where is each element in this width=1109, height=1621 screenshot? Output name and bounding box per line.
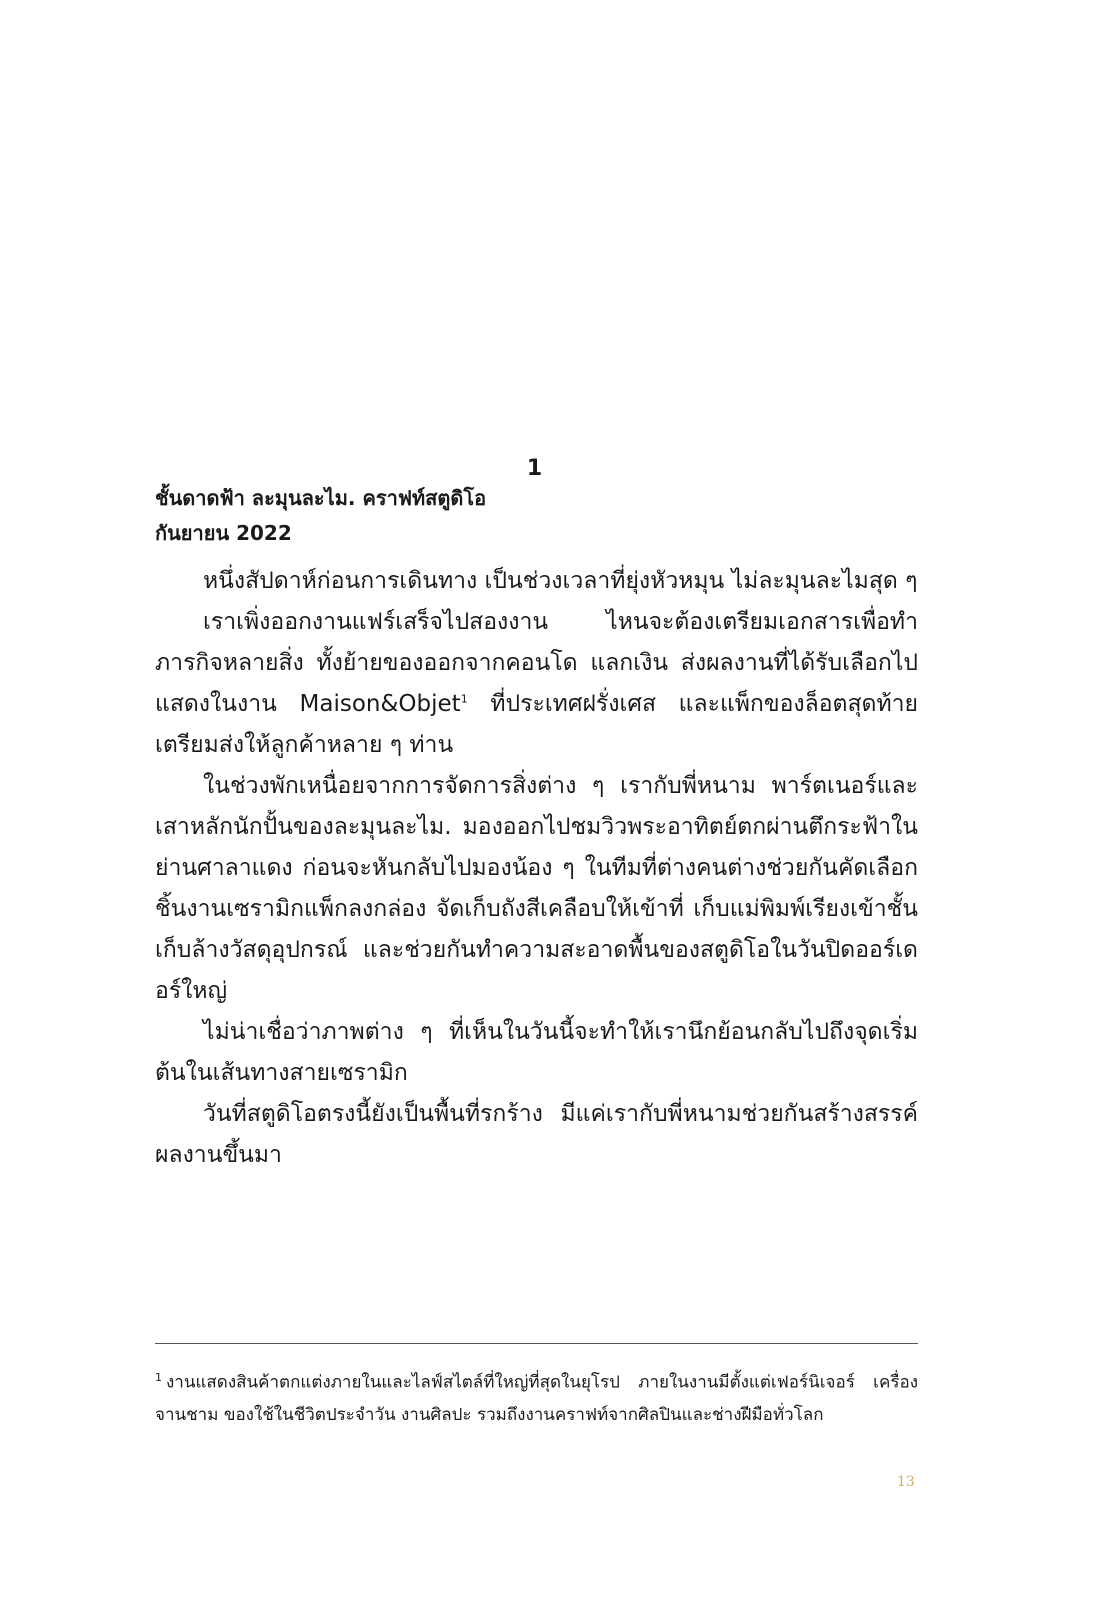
chapter-number: 1	[526, 456, 543, 481]
page-number: 13	[897, 1474, 915, 1490]
paragraph-text: เราเพิ่งออกงานแฟร์เสร็จไปสองงาน ไหนจะต้องเตรียมเอกสารเพื่อทำภารกิจหลายสิ่ง ทั้งย้ายของออกจากคอนโด แลกเงิน ส่งผลงานที่ได้รับเลือกไปแสดงในงาน Maison&Objet	[155, 609, 918, 717]
paragraph-text: ที่ประเทศฝรั่งเศส และแพ็กของล็อตสุดท้ายเตรียมส่งให้ลูกค้าหลาย ๆ ท่าน	[155, 691, 918, 758]
footnote	[155, 1362, 918, 1431]
footnote-divider	[155, 1343, 918, 1344]
paragraph	[155, 602, 918, 766]
footnote-mark: 1	[155, 1371, 162, 1384]
footnote-text: งานแสดงสินค้าตกแต่งภายในและไลฟ์สไตล์ที่ใหญ่ที่สุดในยุโรป ภายในงานมีตั้งแต่เฟอร์นิเจอร์ เครื่องจานชาม ของใช้ในชีวิตประจำวัน งานศิลปะ รวมถึงงานคราฟท์จากศิลปินและช่างฝีมือทั่วโลก	[155, 1372, 918, 1425]
footnote-reference[interactable]: 1	[460, 692, 468, 706]
paragraph: ในช่วงพักเหนื่อยจากการจัดการสิ่งต่าง ๆ เรากับพี่หนาม พาร์ตเนอร์และเสาหลักนักปั้นของละมุนละไม. มองออกไปชมวิวพระอาทิตย์ตกผ่านตึกระฟ้าในย่านศาลาแดง ก่อนจะหันกลับไปมองน้อง ๆ ในทีมที่ต่างคนต่างช่วยกันคัดเลือกชิ้นงานเซรามิกแพ็กลงกล่อง จัดเก็บถังสีเคลือบให้เข้าที่ เก็บแม่พิมพ์เรียงเข้าชั้น เก็บล้างวัสดุอุปกรณ์ และช่วยกันทำความสะอาดพื้นของสตูดิโอในวันปิดออร์เดอร์ใหญ่	[155, 773, 918, 1004]
paragraph: ไม่น่าเชื่อว่าภาพต่าง ๆ ที่เห็นในวันนี้จะทำให้เรานึกย้อนกลับไปถึงจุดเริ่มต้นในเส้นทางสายเซรามิก	[155, 1019, 918, 1086]
paragraph: หนึ่งสัปดาห์ก่อนการเดินทาง เป็นช่วงเวลาที่ยุ่งหัวหมุน ไม่ละมุนละไมสุด ๆ	[203, 568, 918, 594]
body-text	[155, 561, 918, 1176]
chapter-date: กันยายน 2022	[155, 521, 292, 545]
chapter-location: ชั้นดาดฟ้า ละมุนละไม. คราฟท์สตูดิโอ	[155, 486, 487, 510]
paragraph: วันที่สตูดิโอตรงนี้ยังเป็นพื้นที่รกร้าง มีแค่เรากับพี่หนามช่วยกันสร้างสรรค์ผลงานขึ้นมา	[155, 1101, 918, 1168]
